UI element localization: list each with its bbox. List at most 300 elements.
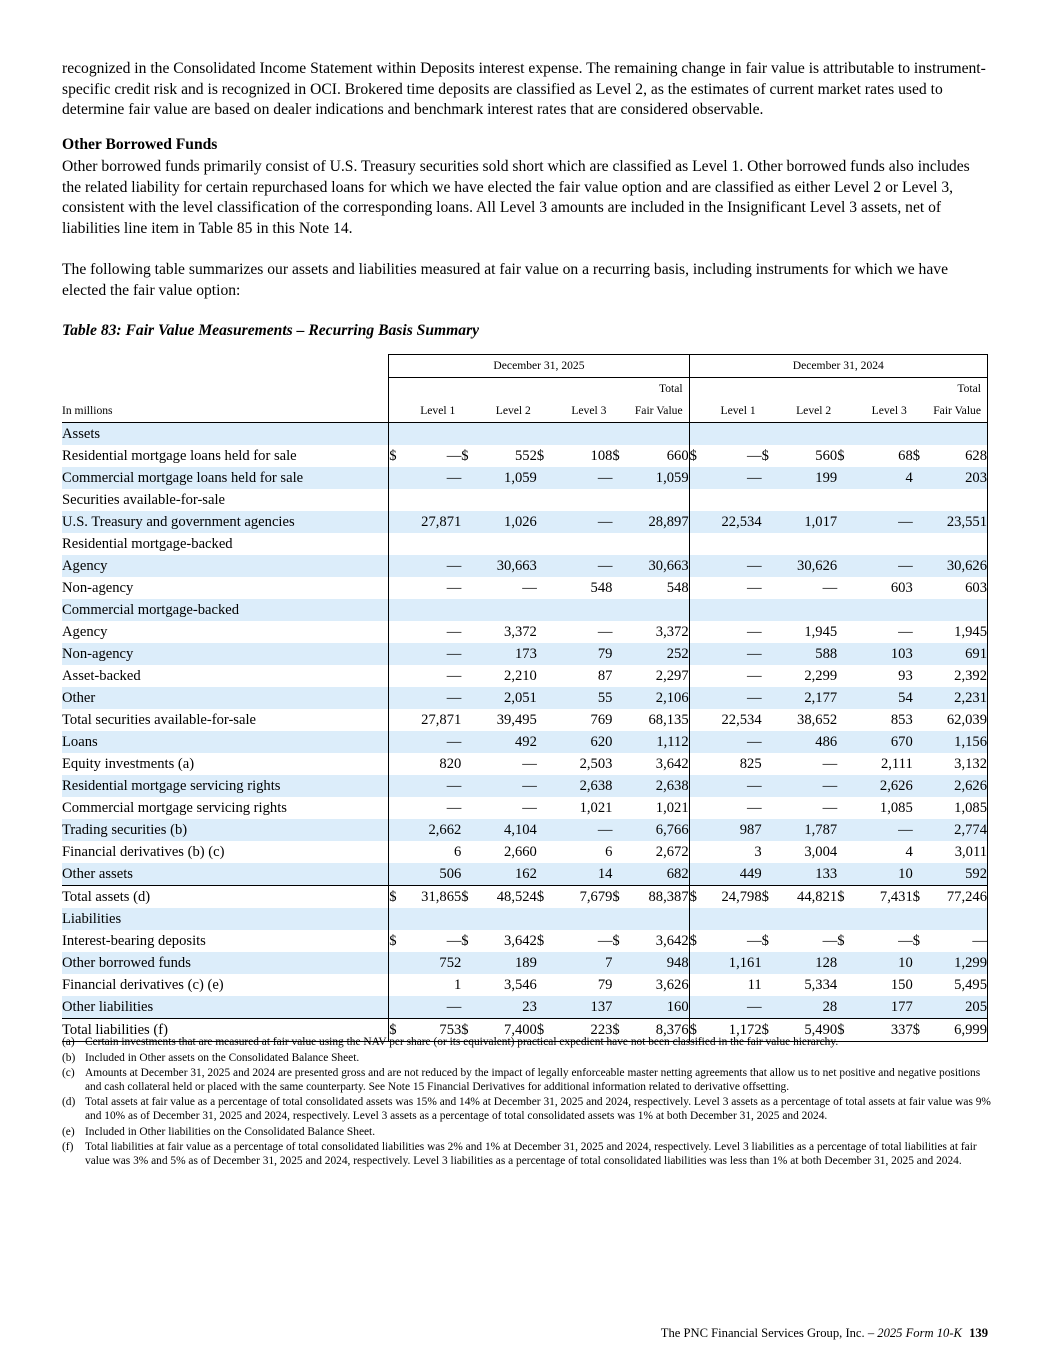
table-row	[62, 996, 988, 1019]
table-row	[62, 731, 988, 753]
value-cell: 27,871	[421, 712, 462, 728]
row-label: Non-agency	[62, 643, 389, 665]
value-cell: 2,503	[579, 756, 613, 772]
currency-symbol	[762, 687, 776, 709]
value-cell: 189	[476, 952, 537, 974]
table-row	[62, 511, 988, 533]
currency-symbol	[537, 863, 551, 886]
value-cell: 3	[754, 844, 762, 860]
footnote-text: Total assets at fair value as a percentage of total consolidated assets was 15% and 14% at December 31, 2025 and 2024, respectively. Level 3 assets as a percentage of total assets at fair value was 9% and 10% as of December 31, 2025 and 2024, respectively. Level 3 assets as a percentage of total consolidated assets was 1% at both December 31, 2025 and 2024.	[85, 1096, 991, 1122]
currency-symbol: $	[389, 445, 403, 467]
period-2025-header: December 31, 2025	[389, 355, 689, 378]
currency-symbol	[461, 599, 475, 621]
row-label: Total liabilities (f)	[62, 1019, 389, 1042]
currency-symbol	[461, 489, 475, 511]
currency-symbol	[461, 621, 475, 643]
value-cell: 7	[551, 952, 612, 974]
value-cell	[851, 533, 912, 555]
value-cell: 948	[627, 952, 689, 974]
value-cell: 3,004	[804, 844, 838, 860]
value-cell: 28	[776, 996, 837, 1019]
currency-symbol	[537, 533, 551, 555]
value-cell: —	[822, 756, 838, 772]
value-cell: —	[403, 996, 461, 1019]
value-cell: 691	[927, 643, 987, 665]
value-cell: —	[747, 624, 762, 640]
value-cell: 5,490	[776, 1019, 837, 1042]
currency-symbol	[837, 775, 851, 797]
value-cell: —	[403, 687, 461, 709]
currency-symbol	[913, 621, 927, 643]
currency-symbol	[537, 731, 551, 753]
currency-symbol	[389, 665, 403, 687]
currency-symbol	[837, 533, 851, 555]
value-cell: 670	[851, 731, 912, 753]
currency-symbol	[612, 555, 626, 577]
value-cell: 14	[551, 863, 612, 886]
value-cell: —	[703, 555, 761, 577]
currency-symbol	[837, 863, 851, 886]
value-cell: —	[446, 624, 462, 640]
value-cell: —	[446, 580, 462, 596]
currency-symbol: $	[612, 933, 620, 949]
table-period-header-row	[62, 355, 988, 378]
currency-symbol	[762, 753, 776, 775]
currency-symbol: $	[689, 445, 703, 467]
currency-symbol	[461, 841, 475, 863]
currency-symbol	[837, 511, 851, 533]
currency-symbol	[389, 952, 403, 974]
value-cell: —	[703, 467, 761, 489]
value-cell: 128	[776, 952, 837, 974]
value-cell	[927, 533, 987, 555]
value-cell: 588	[776, 643, 837, 665]
table-row	[62, 797, 988, 819]
value-cell: 54	[851, 687, 912, 709]
footer-form: 2025 Form 10-K	[877, 1326, 962, 1340]
footer-company: The PNC Financial Services Group, Inc. –	[660, 1326, 875, 1340]
value-cell: 6	[605, 844, 613, 860]
footnote-mark: (c)	[62, 1067, 75, 1080]
currency-symbol	[762, 555, 776, 577]
footnote-mark: (a)	[62, 1036, 75, 1048]
currency-symbol	[689, 577, 703, 599]
col-header-total-line2: Fair Value	[933, 404, 981, 417]
fair-value-table	[62, 354, 988, 1042]
table-row	[62, 445, 988, 467]
col-header-total-2025	[612, 378, 689, 423]
footnote-text: Included in Other liabilities on the Consolidated Balance Sheet.	[85, 1125, 376, 1138]
value-cell	[927, 599, 987, 621]
value-cell: 93	[898, 668, 913, 684]
currency-symbol	[389, 996, 403, 1019]
value-cell	[703, 599, 761, 621]
footnote	[62, 1036, 992, 1050]
value-cell: —	[747, 668, 762, 684]
currency-symbol: $	[837, 933, 845, 949]
currency-symbol	[537, 952, 551, 974]
currency-symbol: $	[837, 886, 851, 909]
value-cell: 820	[439, 756, 462, 772]
currency-symbol: $	[536, 448, 545, 464]
currency-symbol	[612, 797, 626, 819]
currency-symbol	[612, 863, 626, 886]
table-row	[62, 687, 988, 709]
currency-symbol: $	[536, 933, 545, 949]
currency-symbol: $	[912, 933, 921, 949]
currency-symbol	[389, 599, 403, 621]
value-cell: 682	[627, 863, 689, 886]
row-label: U.S. Treasury and government agencies	[62, 511, 389, 533]
row-label: Total securities available-for-sale	[62, 712, 256, 728]
currency-symbol	[389, 753, 403, 775]
currency-symbol	[762, 996, 776, 1019]
value-cell: —	[822, 933, 838, 949]
value-cell	[627, 489, 689, 511]
currency-symbol	[537, 908, 551, 930]
currency-symbol: $	[913, 886, 927, 909]
value-cell: —	[851, 819, 912, 841]
value-cell: 30,663	[627, 555, 689, 577]
currency-symbol	[837, 709, 851, 731]
currency-symbol	[461, 775, 475, 797]
currency-symbol	[837, 731, 851, 753]
value-cell: 548	[666, 580, 689, 596]
value-cell: 3,011	[927, 841, 987, 863]
currency-symbol	[837, 621, 851, 643]
value-cell: 252	[627, 643, 689, 665]
currency-symbol	[389, 467, 403, 489]
value-cell: 4	[851, 467, 912, 489]
currency-symbol	[837, 599, 851, 621]
currency-symbol: $	[837, 448, 845, 464]
value-cell	[403, 423, 461, 446]
currency-symbol	[461, 687, 475, 709]
currency-symbol	[689, 974, 703, 996]
currency-symbol	[837, 841, 851, 863]
value-cell	[627, 908, 689, 930]
currency-symbol	[537, 621, 551, 643]
col-header-level1-2024: Level 1	[689, 378, 762, 423]
currency-symbol	[913, 577, 927, 599]
currency-symbol	[913, 863, 927, 886]
currency-symbol	[837, 467, 851, 489]
currency-symbol	[762, 952, 776, 974]
row-label: Agency	[62, 624, 108, 640]
currency-symbol	[913, 797, 927, 819]
value-cell: 3,132	[927, 753, 987, 775]
row-label: Securities available-for-sale	[62, 492, 225, 508]
currency-symbol	[537, 841, 551, 863]
currency-symbol	[461, 643, 475, 665]
currency-symbol: $	[389, 886, 403, 909]
currency-symbol	[612, 731, 626, 753]
currency-symbol	[762, 599, 776, 621]
value-cell: —	[597, 624, 613, 640]
value-cell: 77,246	[927, 886, 987, 909]
currency-symbol	[461, 423, 475, 446]
col-header-total-line1: Total	[957, 382, 981, 395]
currency-symbol: $	[537, 1019, 551, 1042]
currency-symbol	[389, 577, 403, 599]
value-cell: —	[403, 731, 461, 753]
currency-symbol	[913, 709, 927, 731]
value-cell: —	[522, 756, 537, 772]
currency-symbol	[537, 753, 551, 775]
value-cell: 3,546	[504, 977, 537, 993]
value-cell: —	[551, 819, 612, 841]
currency-symbol	[762, 621, 776, 643]
value-cell: 1,156	[927, 731, 987, 753]
value-cell: 203	[927, 467, 987, 489]
value-cell: 506	[403, 863, 461, 886]
row-label: Other liabilities	[62, 996, 389, 1019]
currency-symbol	[461, 952, 475, 974]
value-cell: —	[822, 580, 838, 596]
row-label: Residential mortgage-backed	[62, 536, 233, 552]
footnotes	[62, 1036, 992, 1170]
value-cell: 492	[476, 731, 537, 753]
value-cell: —	[703, 775, 761, 797]
table-row	[62, 555, 988, 577]
currency-symbol	[537, 665, 551, 687]
currency-symbol	[837, 423, 851, 446]
value-cell: 1,085	[927, 797, 987, 819]
currency-symbol	[913, 731, 927, 753]
currency-symbol	[689, 423, 703, 446]
currency-symbol: $	[612, 1019, 626, 1042]
value-cell: 11	[747, 977, 762, 993]
value-cell	[551, 533, 612, 555]
currency-symbol	[689, 599, 703, 621]
table-row	[62, 643, 988, 665]
currency-symbol: $	[389, 1019, 403, 1042]
lead-paragraph: The following table summarizes our assets and liabilities measured at fair value on a recurring basis, including instruments for which we have elected the fair value option:	[62, 261, 948, 299]
value-cell: 133	[776, 863, 837, 886]
value-cell	[403, 599, 461, 621]
value-cell: 1,112	[627, 731, 689, 753]
value-cell: —	[747, 580, 762, 596]
currency-symbol	[913, 511, 927, 533]
value-cell: —	[522, 800, 537, 816]
currency-symbol	[612, 577, 626, 599]
value-cell: 1	[454, 977, 462, 993]
value-cell: 603	[927, 577, 987, 599]
value-cell: —	[551, 555, 612, 577]
value-cell: 30,626	[776, 555, 837, 577]
currency-symbol	[913, 555, 927, 577]
value-cell: 205	[927, 996, 987, 1019]
currency-symbol	[837, 665, 851, 687]
currency-symbol	[913, 974, 927, 996]
currency-symbol	[612, 753, 626, 775]
currency-symbol	[689, 665, 703, 687]
footnote-mark: (f)	[62, 1141, 74, 1154]
currency-symbol	[837, 908, 851, 930]
units-label: In millions	[62, 378, 389, 423]
row-label: Commercial mortgage loans held for sale	[62, 467, 389, 489]
value-cell: 2,626	[927, 775, 987, 797]
currency-symbol	[612, 709, 626, 731]
table-section-row	[62, 599, 988, 621]
value-cell: 2,111	[880, 756, 913, 772]
currency-symbol	[461, 753, 475, 775]
value-cell: 2,662	[403, 819, 461, 841]
currency-symbol	[837, 687, 851, 709]
currency-symbol	[461, 731, 475, 753]
currency-symbol	[689, 952, 703, 974]
currency-symbol	[537, 511, 551, 533]
currency-symbol: $	[461, 886, 475, 909]
currency-symbol	[612, 996, 626, 1019]
currency-symbol	[461, 511, 475, 533]
currency-symbol	[913, 952, 927, 974]
value-cell: 39,495	[496, 712, 537, 728]
value-cell: 1,945	[804, 624, 838, 640]
currency-symbol	[389, 621, 403, 643]
footnote-text: Included in Other assets on the Consolidated Balance Sheet.	[85, 1051, 360, 1064]
value-cell: —	[597, 933, 613, 949]
value-cell: 10	[851, 863, 912, 886]
currency-symbol	[612, 841, 626, 863]
currency-symbol	[913, 533, 927, 555]
value-cell: 8,376	[627, 1019, 689, 1042]
value-cell: 44,821	[776, 886, 837, 909]
currency-symbol	[612, 489, 626, 511]
footnote	[62, 1052, 992, 1066]
value-cell	[476, 533, 537, 555]
page-number: 139	[969, 1326, 988, 1340]
value-cell: 486	[776, 731, 837, 753]
row-label: Interest-bearing deposits	[62, 933, 206, 949]
currency-symbol	[389, 731, 403, 753]
currency-symbol	[689, 511, 703, 533]
row-label: Asset-backed	[62, 668, 141, 684]
table-row	[62, 665, 988, 687]
value-cell: 62,039	[927, 709, 987, 731]
value-cell: 449	[703, 863, 761, 886]
value-cell: 560	[815, 448, 838, 464]
currency-symbol	[537, 996, 551, 1019]
currency-symbol	[389, 643, 403, 665]
value-cell: 2,177	[776, 687, 837, 709]
currency-symbol	[461, 797, 475, 819]
value-cell: 2,297	[655, 668, 689, 684]
value-cell: —	[446, 800, 462, 816]
currency-symbol	[689, 489, 703, 511]
value-cell: 3,626	[655, 977, 689, 993]
col-header-total-2024	[913, 378, 988, 423]
currency-symbol: $	[761, 933, 769, 949]
currency-symbol	[913, 467, 927, 489]
currency-symbol	[537, 555, 551, 577]
col-header-total-line2: Fair Value	[634, 404, 683, 417]
value-cell: 2,774	[927, 819, 987, 841]
section-paragraph: Other borrowed funds primarily consist of U.S. Treasury securities sold short which are classified as Level 1. Other borrowed funds also includes the related liability for certain repurchased loans for which we have elected the fair value option and are classified as either Level 2 or Level 3, consistent with the level classification of the corresponding loans. All Level 3 amounts are included in the Insignificant Level 3 assets, net of liabilities line item in Table 85 in this Note 14.	[62, 158, 970, 237]
currency-symbol	[762, 665, 776, 687]
value-cell: 2,638	[627, 775, 689, 797]
currency-symbol	[913, 423, 927, 446]
currency-symbol	[689, 996, 703, 1019]
table-section-row	[62, 533, 988, 555]
value-cell	[551, 599, 612, 621]
value-cell: 7,431	[851, 886, 912, 909]
currency-symbol	[537, 687, 551, 709]
currency-symbol	[762, 908, 776, 930]
value-cell: 4,104	[476, 819, 537, 841]
currency-symbol	[762, 511, 776, 533]
value-cell: —	[403, 775, 461, 797]
value-cell: 2,392	[927, 665, 987, 687]
footnote-text: Certain investments that are measured at fair value using the NAV per share (or its equivalent) practical expedient have not been classified in the fair value hierarchy.	[85, 1036, 839, 1048]
currency-symbol	[689, 775, 703, 797]
currency-symbol	[762, 974, 776, 996]
value-cell	[776, 533, 837, 555]
currency-symbol	[689, 533, 703, 555]
currency-symbol: $	[762, 1019, 776, 1042]
row-label: Agency	[62, 555, 389, 577]
currency-symbol	[837, 996, 851, 1019]
currency-symbol	[537, 423, 551, 446]
currency-symbol	[461, 819, 475, 841]
currency-symbol	[913, 775, 927, 797]
value-cell: 5,495	[927, 974, 987, 996]
currency-symbol: $	[912, 448, 921, 464]
value-cell: 22,534	[703, 511, 761, 533]
value-cell: —	[551, 467, 612, 489]
value-cell: 1,161	[703, 952, 761, 974]
currency-symbol	[537, 599, 551, 621]
currency-symbol	[612, 775, 626, 797]
value-cell: —	[446, 933, 462, 949]
value-cell: 173	[476, 643, 537, 665]
value-cell: 160	[627, 996, 689, 1019]
value-cell: 88,387	[627, 886, 689, 909]
col-header-total-line1: Total	[658, 382, 683, 395]
currency-symbol: $	[913, 1019, 927, 1042]
value-cell: 3,642	[655, 933, 689, 949]
value-cell: 31,865	[403, 886, 461, 909]
col-header-level2-2024: Level 2	[762, 378, 838, 423]
currency-symbol	[612, 599, 626, 621]
value-cell: 6,999	[927, 1019, 987, 1042]
currency-symbol	[389, 423, 403, 446]
currency-symbol	[612, 621, 626, 643]
value-cell	[851, 908, 912, 930]
row-label: Residential mortgage loans held for sale	[62, 448, 297, 464]
value-cell	[551, 423, 612, 446]
currency-symbol	[837, 974, 851, 996]
currency-symbol	[689, 709, 703, 731]
currency-symbol	[612, 974, 626, 996]
value-cell: 79	[597, 977, 613, 993]
value-cell	[776, 599, 837, 621]
currency-symbol	[689, 643, 703, 665]
value-cell: 1,085	[879, 800, 913, 816]
currency-symbol	[389, 819, 403, 841]
value-cell: 87	[597, 668, 613, 684]
footnote-mark: (d)	[62, 1096, 76, 1109]
currency-symbol	[689, 863, 703, 886]
currency-symbol	[537, 709, 551, 731]
value-cell: 2,672	[655, 844, 689, 860]
footnote-text: Amounts at December 31, 2025 and 2024 are presented gross and are not reduced by the impact of legally enforceable master netting agreements that allow us to net positive and negative positions and cash collateral held or placed with the same counterparty. See Note 15 Financial Derivatives for additional information related to derivative offsetting.	[85, 1067, 981, 1093]
currency-symbol	[689, 797, 703, 819]
value-cell: 1,787	[776, 819, 837, 841]
value-cell: 6	[454, 844, 462, 860]
value-cell: 1,172	[703, 1019, 761, 1042]
row-label: Trading securities (b)	[62, 819, 389, 841]
